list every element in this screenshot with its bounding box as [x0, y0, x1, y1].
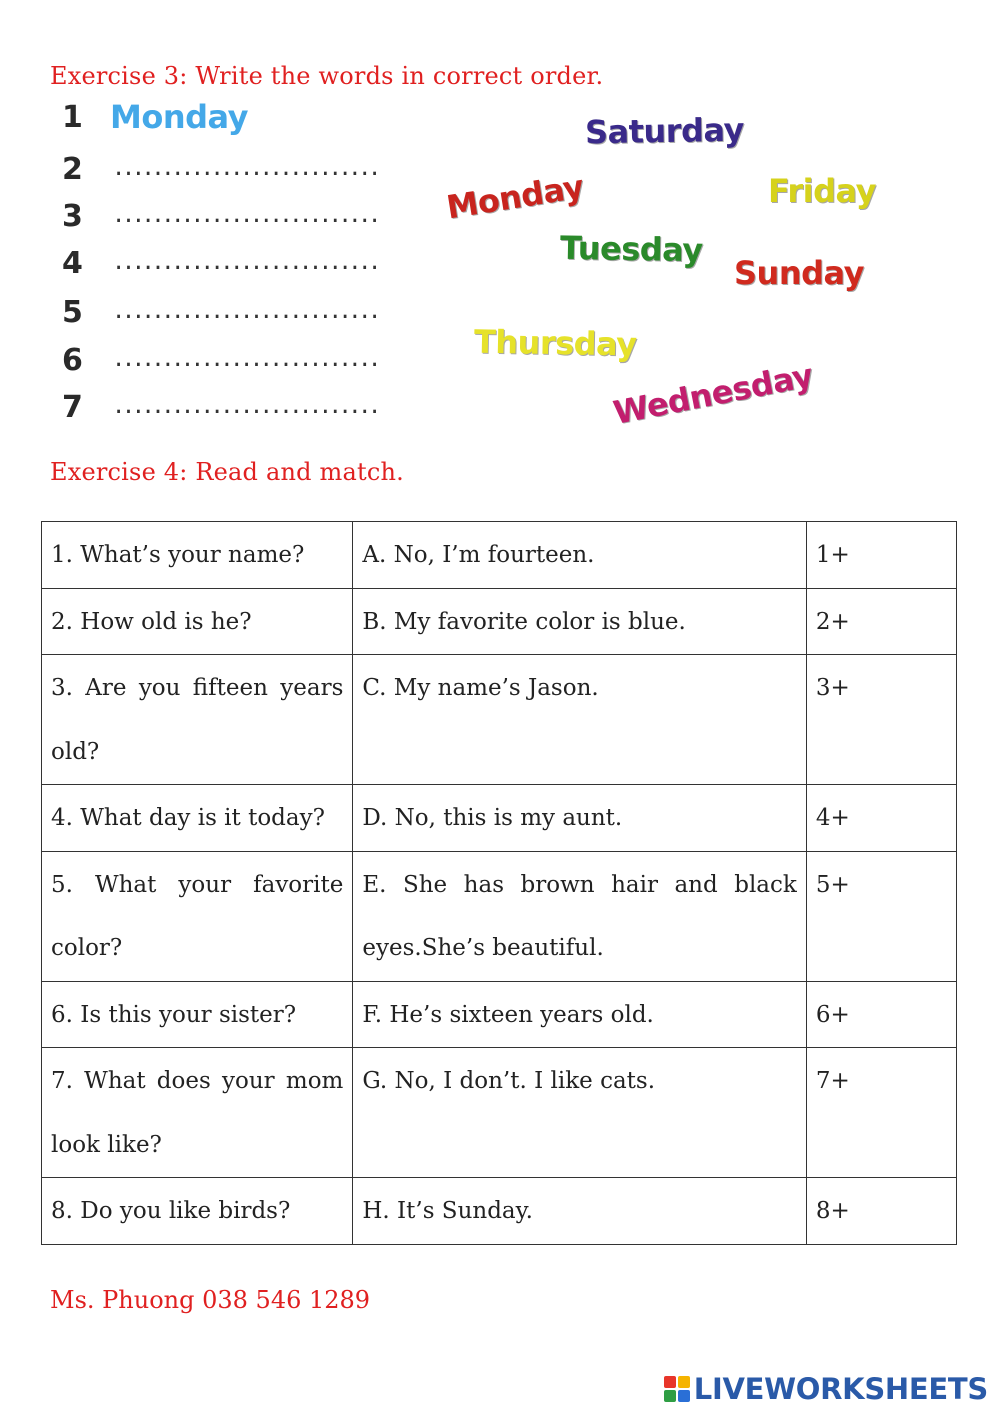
- list-row: [62, 343, 378, 383]
- answer-cell: F. He’s sixteen years old.: [353, 981, 806, 1048]
- question-cell: 5. What your favorite color?: [42, 851, 353, 981]
- answer-cell: A. No, I’m fourteen.: [353, 522, 806, 589]
- list-row: [62, 390, 378, 430]
- match-input-cell[interactable]: 2+: [806, 588, 956, 655]
- answer-cell: G. No, I don’t. I like cats.: [353, 1048, 806, 1178]
- answer-cell: B. My favorite color is blue.: [353, 588, 806, 655]
- match-input-cell[interactable]: 7+: [806, 1048, 956, 1178]
- answer-cell: D. No, this is my aunt.: [353, 785, 806, 852]
- answer-blank[interactable]: ...........................: [112, 203, 378, 228]
- table-row: [42, 1178, 957, 1245]
- word-saturday[interactable]: Saturday: [584, 110, 745, 152]
- question-cell: 6. Is this your sister?: [42, 981, 353, 1048]
- example-answer: Monday: [110, 98, 248, 136]
- answer-cell: C. My name’s Jason.: [353, 655, 806, 785]
- match-input-cell[interactable]: 3+: [806, 655, 956, 785]
- table-row: [42, 655, 957, 785]
- table-row: [42, 522, 957, 589]
- row-number: 6: [62, 343, 83, 378]
- table-row: [42, 588, 957, 655]
- answer-cell: E. She has brown hair and black eyes.She’s beautiful.: [353, 851, 806, 981]
- question-cell: 8. Do you like birds?: [42, 1178, 353, 1245]
- liveworksheets-logo-icon: [664, 1376, 690, 1402]
- liveworksheets-brand[interactable]: [664, 1372, 988, 1406]
- word-monday[interactable]: Monday: [443, 167, 587, 227]
- table-row: [42, 851, 957, 981]
- question-cell: 4. What day is it today?: [42, 785, 353, 852]
- word-sunday[interactable]: Sunday: [734, 254, 864, 292]
- answer-blank[interactable]: ...........................: [112, 156, 378, 181]
- exercise-4-title: Exercise 4: Read and match.: [50, 458, 404, 486]
- table-row: [42, 1048, 957, 1178]
- word-thursday[interactable]: Thursday: [473, 322, 637, 364]
- word-wednesday[interactable]: Wednesday: [610, 356, 816, 432]
- word-friday[interactable]: Friday: [768, 172, 876, 210]
- answer-blank[interactable]: ...........................: [112, 299, 378, 324]
- row-number: 2: [62, 152, 83, 187]
- match-input-cell[interactable]: 1+: [806, 522, 956, 589]
- row-number: 4: [62, 246, 83, 281]
- answer-blank[interactable]: ...........................: [112, 250, 378, 275]
- match-input-cell[interactable]: 5+: [806, 851, 956, 981]
- question-cell: 1. What’s your name?: [42, 522, 353, 589]
- row-number: 7: [62, 390, 83, 425]
- answer-blank[interactable]: ...........................: [112, 347, 378, 372]
- question-cell: 3. Are you fifteen years old?: [42, 655, 353, 785]
- row-number: 1: [62, 100, 83, 135]
- brand-name: LIVEWORKSHEETS: [693, 1372, 988, 1406]
- list-row: [62, 246, 378, 286]
- table-row: [42, 785, 957, 852]
- match-input-cell[interactable]: 6+: [806, 981, 956, 1048]
- word-tuesday[interactable]: Tuesday: [559, 228, 704, 270]
- match-input-cell[interactable]: 8+: [806, 1178, 956, 1245]
- teacher-contact: Ms. Phuong 038 546 1289: [50, 1286, 371, 1314]
- question-cell: 7. What does your mom look like?: [42, 1048, 353, 1178]
- list-row: [62, 295, 378, 335]
- row-number: 5: [62, 295, 83, 330]
- exercise-3-title: Exercise 3: Write the words in correct order.: [50, 62, 604, 90]
- answer-cell: H. It’s Sunday.: [353, 1178, 806, 1245]
- row-number: 3: [62, 199, 83, 234]
- answer-blank[interactable]: ...........................: [112, 394, 378, 419]
- list-row: [62, 199, 378, 239]
- table-row: [42, 981, 957, 1048]
- question-cell: 2. How old is he?: [42, 588, 353, 655]
- list-row: [62, 152, 378, 192]
- match-table: [41, 521, 957, 1245]
- match-input-cell[interactable]: 4+: [806, 785, 956, 852]
- list-row: [62, 100, 362, 140]
